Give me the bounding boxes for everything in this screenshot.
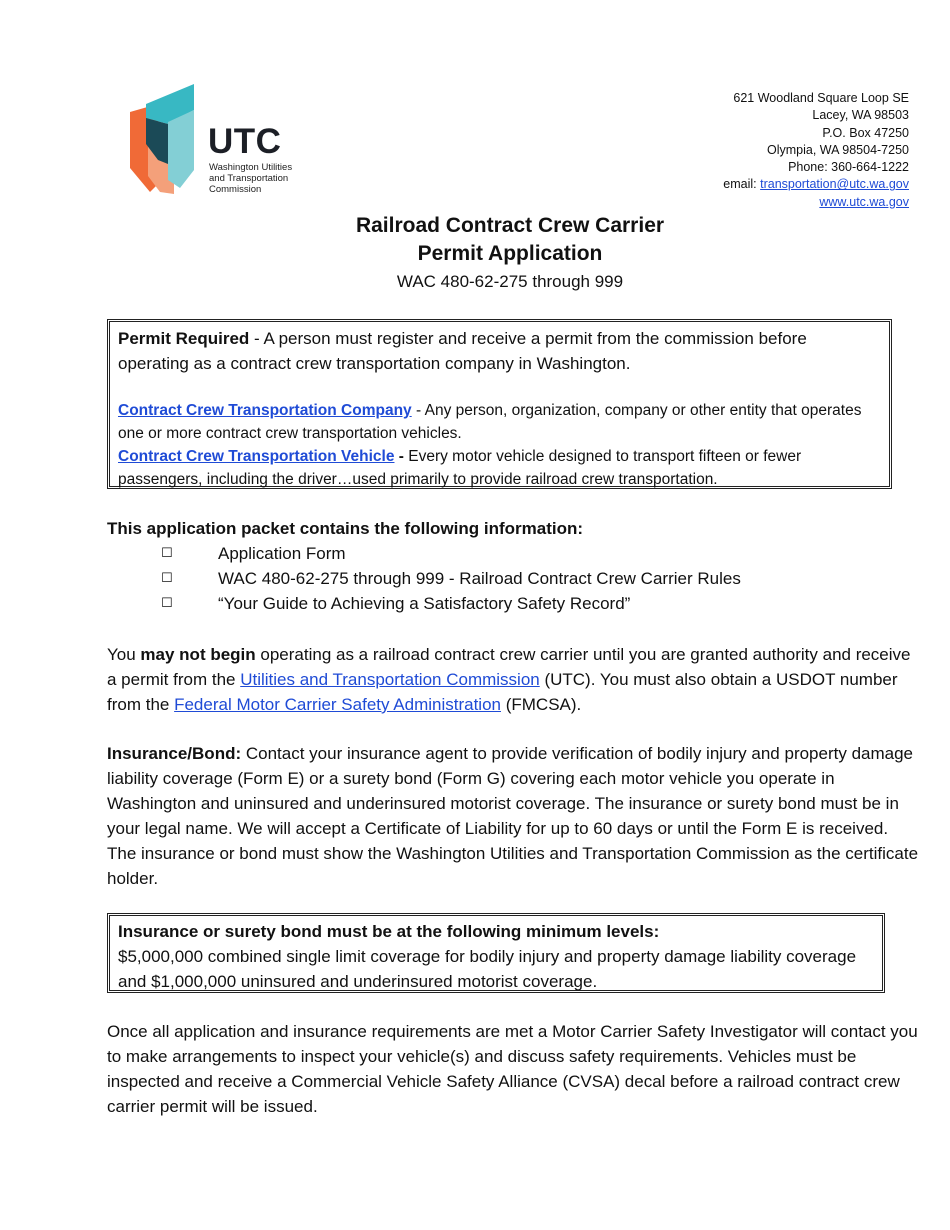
email-label: email: bbox=[723, 177, 761, 192]
address-line: Lacey, WA 98503 bbox=[812, 108, 909, 123]
email-link[interactable]: transportation@utc.wa.gov bbox=[760, 177, 909, 192]
definition-company: Contract Crew Transportation Company - Any person, organization, company or other entity that operates one or more contract crew transportation vehicles. bbox=[118, 402, 862, 442]
closing-paragraph: Once all application and insurance requirements are met a Motor Carrier Safety Investigator will contact you to make arrangements to inspect your vehicle(s) and discuss safety requirements. Vehicles must be inspected and receive a Commercial Vehicle Safety Alliance (CVSA) decal before a railroad contract crew carrier permit will be issued. bbox=[107, 1022, 918, 1116]
list-item: ☐ WAC 480-62-275 through 999 - Railroad Contract Crew Carrier Rules bbox=[107, 566, 919, 591]
address-line: Olympia, WA 98504-7250 bbox=[767, 142, 909, 157]
logo-subtitle: Washington Utilities and Transportation Commission bbox=[209, 162, 293, 195]
company-definition-link[interactable]: Contract Crew Transportation Company bbox=[118, 402, 412, 419]
logo-shape-lightteal bbox=[168, 110, 194, 188]
checkbox-icon: ☐ bbox=[161, 571, 173, 586]
fmcsa-link[interactable]: Federal Motor Carrier Safety Administration bbox=[174, 695, 501, 714]
minimum-levels-box bbox=[107, 913, 885, 993]
list-item: ☐ “Your Guide to Achieving a Satisfactory Safety Record” bbox=[107, 591, 919, 616]
packet-list bbox=[107, 541, 919, 616]
address-line: 621 Woodland Square Loop SE bbox=[733, 91, 909, 105]
insurance-label: Insurance/Bond: bbox=[107, 744, 242, 763]
utc-link[interactable]: Utilities and Transportation Commission bbox=[240, 670, 540, 689]
list-item: ☐ Application Form bbox=[107, 541, 919, 566]
permit-required-text: Permit Required - A person must register and receive a permit from the commission before operating as a contract crew transportation company in Washington. bbox=[118, 329, 807, 373]
website-link[interactable]: www.utc.wa.gov bbox=[819, 194, 909, 209]
minimum-levels-text: $5,000,000 combined single limit coverage for bodily injury and property damage liability coverage and $1,000,000 uninsured and underinsured motorist coverage. bbox=[118, 947, 857, 991]
definition-vehicle: Contract Crew Transportation Vehicle - Every motor vehicle designed to transport fifteen or fewer passengers, including the driver…used primarily to provide railroad crew transportation. bbox=[118, 448, 802, 488]
begin-paragraph: You may not begin operating as a railroad contract crew carrier until you are granted authority and receive a permit from the Utilities and Transportation Commission (UTC). You must also obtain a USDOT number from the Federal Motor Carrier Safety Administration (FMCSA). bbox=[107, 645, 911, 714]
checkbox-icon: ☐ bbox=[161, 596, 173, 611]
email-line bbox=[723, 176, 909, 193]
title-line-1: Railroad Contract Crew Carrier bbox=[355, 214, 665, 237]
permit-required-heading: Permit Required bbox=[118, 329, 250, 348]
vehicle-definition-link[interactable]: Contract Crew Transportation Vehicle bbox=[118, 448, 395, 465]
document-title bbox=[0, 212, 950, 296]
title-line-2: Permit Application bbox=[417, 242, 603, 265]
address-block bbox=[723, 90, 909, 211]
insurance-paragraph: Insurance/Bond: Contact your insurance agent to provide verification of bodily injury and property damage liability coverage (Form E) or a surety bond (Form G) covering each motor vehicle you operate in Washington and uninsured and underinsured motorist coverage. The insurance or surety bond must be in your legal name. We will accept a Certificate of Liability for up to 60 days or until the Form E is received. The insurance or bond must show the Washington Utilities and Transportation Commission as the certificate holder. bbox=[107, 744, 919, 888]
permit-required-box bbox=[107, 319, 892, 489]
packet-contents bbox=[107, 516, 919, 616]
packet-heading: This application packet contains the following information: bbox=[107, 519, 584, 538]
phone: Phone: 360-664-1222 bbox=[788, 160, 909, 175]
address-line: P.O. Box 47250 bbox=[822, 125, 909, 140]
minimum-levels-heading: Insurance or surety bond must be at the following minimum levels: bbox=[118, 922, 660, 941]
logo-wordmark: UTC bbox=[208, 122, 282, 161]
checkbox-icon: ☐ bbox=[161, 546, 173, 561]
title-line-3: WAC 480-62-275 through 999 bbox=[396, 272, 624, 291]
